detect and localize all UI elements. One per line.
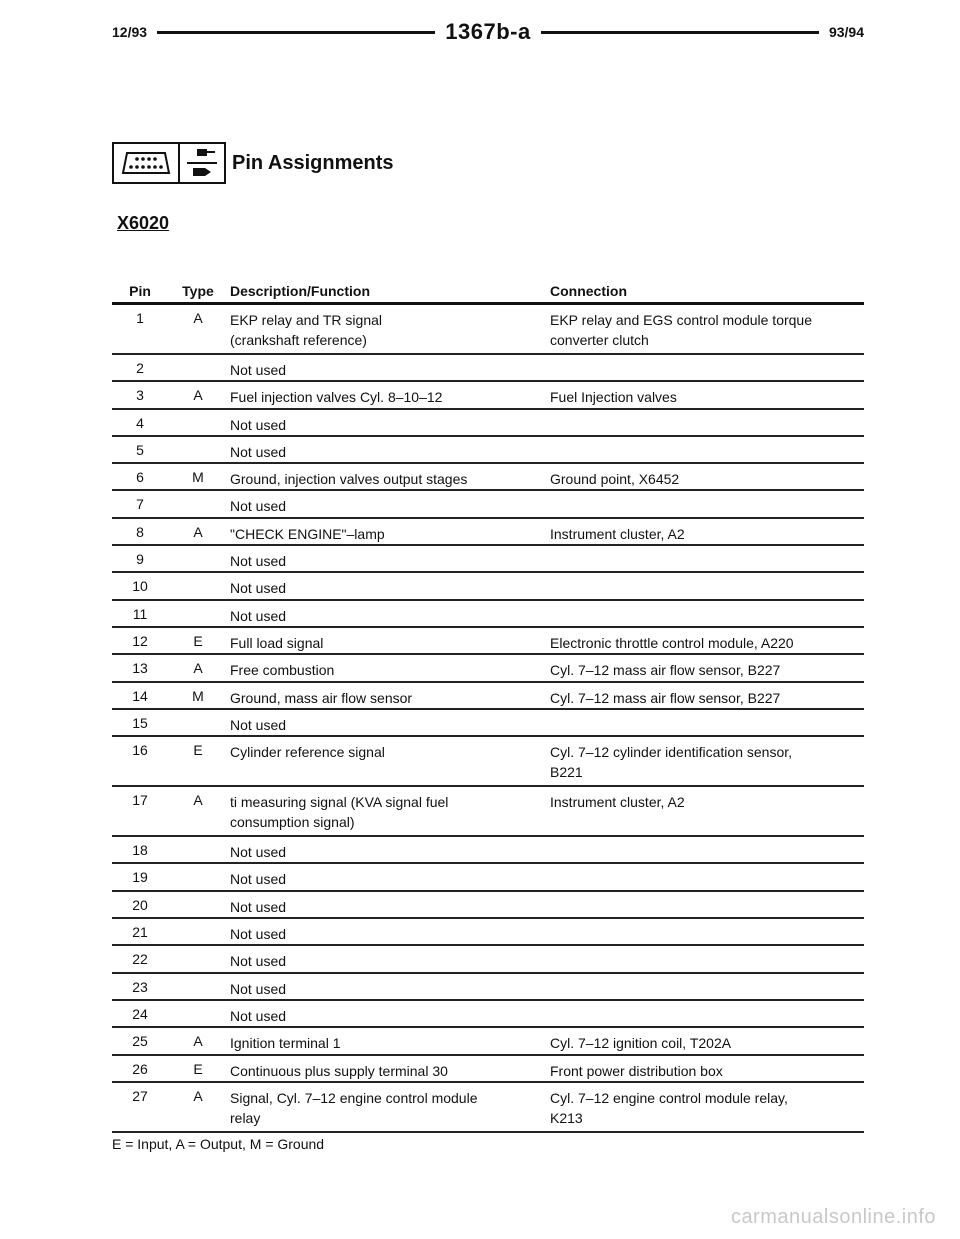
connection-line: EKP relay and EGS control module torque (550, 312, 813, 328)
pin-type: A (193, 660, 203, 677)
pin-connection (550, 1033, 862, 1053)
pin-description (228, 742, 550, 785)
header-date-right: 93/94 (828, 24, 865, 40)
description-line: Not used (230, 898, 287, 915)
description-line: Not used (230, 553, 287, 570)
pin-description (228, 606, 550, 626)
pin-type: M (192, 469, 204, 486)
connection-line: K213 (550, 1109, 583, 1126)
pin-number: 4 (136, 414, 144, 431)
pin-connection (550, 897, 862, 917)
table-row (112, 491, 864, 518)
pin-number: 21 (132, 924, 148, 941)
pin-type: E (193, 1060, 203, 1077)
connection-line: Fuel Injection valves (550, 389, 677, 406)
pin-connection (550, 415, 862, 435)
connection-line: Cyl. 7–12 mass air flow sensor, B227 (550, 689, 781, 706)
description-line: Continuous plus supply terminal 30 (230, 1062, 448, 1079)
description-line: Not used (230, 871, 287, 888)
pin-number: 15 (132, 714, 148, 731)
description-line: relay (230, 1109, 261, 1126)
connector-icon (112, 142, 180, 184)
pin-description (228, 979, 550, 999)
pin-description (228, 415, 550, 435)
column-header-connection: Connection (550, 283, 627, 299)
pin-number: 24 (132, 1005, 148, 1022)
pin-connection (550, 606, 862, 626)
pin-number: 23 (132, 978, 148, 995)
connector-id: X6020 (117, 213, 170, 233)
pin-connection (550, 1088, 862, 1131)
pin-type: A (193, 310, 203, 326)
connection-line: converter clutch (550, 332, 649, 348)
pin-connection (550, 688, 862, 708)
pin-type (168, 415, 228, 435)
table-row (112, 382, 864, 409)
pin-description (228, 792, 550, 835)
pin-description (228, 897, 550, 917)
connection-line: Cyl. 7–12 engine control module relay, (550, 1089, 788, 1106)
connection-line: Cyl. 7–12 cylinder identification sensor, (550, 744, 793, 761)
table-row (112, 655, 864, 682)
pin-number: 20 (132, 896, 148, 913)
description-line: Fuel injection valves Cyl. 8–10–12 (230, 389, 443, 406)
pin-type (168, 842, 228, 862)
pin-type (168, 551, 228, 571)
pin-type (168, 869, 228, 889)
pin-number: 27 (132, 1087, 148, 1104)
pin-description (228, 387, 550, 407)
pin-connection (550, 715, 862, 735)
column-header-type: Type (182, 283, 214, 299)
table-row (112, 628, 864, 655)
pin-description (228, 496, 550, 516)
pin-number: 16 (132, 742, 148, 759)
table-row (112, 683, 864, 710)
pin-type (168, 897, 228, 917)
description-line: Not used (230, 980, 287, 997)
pin-connection (550, 660, 862, 680)
table-row (112, 974, 864, 1001)
pin-connection (550, 310, 862, 353)
pin-description (228, 1033, 550, 1053)
pin-type: M (192, 687, 204, 704)
pin-connection (550, 469, 862, 489)
pin-description (228, 578, 550, 598)
pin-type (168, 496, 228, 516)
header-document-code: 1367b-a (445, 19, 531, 44)
pin-description (228, 524, 550, 544)
description-line: Not used (230, 498, 287, 515)
pin-type: A (193, 387, 203, 404)
table-row (112, 573, 864, 600)
pin-description (228, 842, 550, 862)
pin-number: 8 (136, 523, 144, 540)
pin-number: 17 (132, 792, 148, 809)
pin-number: 5 (136, 441, 144, 458)
header-date-left: 12/93 (112, 24, 148, 40)
pin-description (228, 633, 550, 653)
type-legend: E = Input, A = Output, M = Ground (112, 1136, 325, 1152)
connection-line: Instrument cluster, A2 (550, 525, 685, 542)
table-row (112, 437, 864, 464)
table-row (112, 1028, 864, 1055)
page-title: Pin Assignments (232, 151, 394, 174)
description-line: Signal, Cyl. 7–12 engine control module (230, 1089, 478, 1106)
description-line: consumption signal) (230, 814, 355, 831)
pin-description (228, 1006, 550, 1026)
pin-description (228, 551, 550, 571)
pin-connection (550, 387, 862, 407)
description-line: Not used (230, 1007, 287, 1024)
description-line: Ground, mass air flow sensor (230, 689, 413, 706)
pin-description (228, 688, 550, 708)
pin-number: 10 (132, 578, 148, 595)
pin-connection (550, 951, 862, 971)
description-line: Not used (230, 362, 287, 378)
description-line: "CHECK ENGINE"–lamp (230, 525, 385, 542)
table-row (112, 519, 864, 546)
pin-description (228, 715, 550, 735)
pin-type (168, 715, 228, 735)
description-line: EKP relay and TR signal (230, 312, 383, 328)
description-line: Not used (230, 926, 287, 943)
pin-number: 3 (136, 387, 144, 404)
pin-description (228, 469, 550, 489)
table-row (112, 864, 864, 891)
page-header (112, 18, 864, 46)
pin-type (168, 1006, 228, 1026)
description-line: Free combustion (230, 662, 335, 679)
connection-line: Ground point, X6452 (550, 471, 680, 488)
pin-number: 2 (136, 360, 144, 376)
pin-number: 13 (132, 660, 148, 677)
table-row (112, 1083, 864, 1133)
pin-number: 7 (136, 496, 144, 513)
pin-connection (550, 524, 862, 544)
pin-description (228, 310, 550, 353)
title-row (112, 140, 394, 186)
connection-line: B221 (550, 764, 583, 781)
pin-connection (550, 792, 862, 835)
description-line: ti measuring signal (KVA signal fuel (230, 794, 449, 811)
table-row (112, 946, 864, 973)
pin-description (228, 869, 550, 889)
pin-number: 6 (136, 469, 144, 486)
table-row (112, 601, 864, 628)
description-line: (crankshaft reference) (230, 332, 367, 348)
pin-number: 25 (132, 1033, 148, 1050)
pin-description (228, 1061, 550, 1081)
pin-connection (550, 578, 862, 598)
plug-icon (180, 142, 226, 184)
pin-description (228, 442, 550, 462)
description-line: Not used (230, 953, 287, 970)
pin-type (168, 951, 228, 971)
pin-description (228, 360, 550, 380)
description-line: Not used (230, 844, 287, 861)
table-row (112, 892, 864, 919)
pin-number: 18 (132, 842, 148, 859)
table-row (112, 837, 864, 864)
pin-type: A (193, 1033, 203, 1050)
column-header-pin: Pin (129, 283, 151, 299)
pin-type (168, 360, 228, 380)
pin-type: A (193, 1087, 203, 1104)
table-row (112, 1056, 864, 1083)
header-rule-left (157, 31, 435, 34)
connection-line: Electronic throttle control module, A220 (550, 634, 794, 651)
pin-connection (550, 551, 862, 571)
pin-connection (550, 633, 862, 653)
pin-number: 9 (136, 551, 144, 568)
pin-connection (550, 496, 862, 516)
table-row (112, 1001, 864, 1028)
description-line: Not used (230, 416, 287, 433)
description-line: Not used (230, 443, 287, 460)
pin-connection (550, 979, 862, 999)
pin-type: E (193, 742, 203, 759)
table-row (112, 737, 864, 787)
table-body (112, 305, 864, 1133)
pin-connection (550, 442, 862, 462)
pin-type (168, 442, 228, 462)
pin-connection (550, 924, 862, 944)
header-rule-right (541, 31, 819, 34)
description-line: Ignition terminal 1 (230, 1035, 341, 1052)
pin-description (228, 660, 550, 680)
pin-type: A (193, 792, 203, 809)
description-line: Full load signal (230, 634, 324, 651)
table-row (112, 919, 864, 946)
pin-type: A (193, 523, 203, 540)
pin-connection (550, 869, 862, 889)
pin-type (168, 606, 228, 626)
description-line: Not used (230, 580, 287, 597)
description-line: Not used (230, 607, 287, 624)
connection-line: Instrument cluster, A2 (550, 794, 685, 811)
pin-number: 22 (132, 951, 148, 968)
pin-connection (550, 1061, 862, 1081)
table-row (112, 355, 864, 382)
pin-number: 19 (132, 869, 148, 886)
pin-number: 26 (132, 1060, 148, 1077)
description-line: Ground, injection valves output stages (230, 471, 468, 488)
column-header-description: Description/Function (230, 283, 370, 299)
pin-number: 11 (132, 605, 148, 622)
table-row (112, 546, 864, 573)
connection-line: Cyl. 7–12 mass air flow sensor, B227 (550, 662, 781, 679)
table-row (112, 710, 864, 737)
connection-line: Front power distribution box (550, 1062, 723, 1079)
table-row (112, 305, 864, 355)
pin-description (228, 1088, 550, 1131)
connection-line: Cyl. 7–12 ignition coil, T202A (550, 1035, 732, 1052)
pin-description (228, 951, 550, 971)
pin-type: E (193, 632, 203, 649)
pin-description (228, 924, 550, 944)
pin-number: 1 (136, 310, 144, 326)
pin-type (168, 924, 228, 944)
table-row (112, 787, 864, 837)
description-line: Cylinder reference signal (230, 744, 385, 761)
pin-connection (550, 842, 862, 862)
pin-connection (550, 1006, 862, 1026)
table-header (112, 280, 864, 305)
watermark: carmanualsonline.info (730, 1206, 936, 1228)
pin-type (168, 578, 228, 598)
pin-assignment-table (112, 280, 864, 1133)
pin-number: 14 (132, 687, 148, 704)
table-row (112, 464, 864, 491)
pin-connection (550, 360, 862, 380)
table-row (112, 410, 864, 437)
pin-number: 12 (132, 632, 148, 649)
pin-type (168, 979, 228, 999)
description-line: Not used (230, 716, 287, 733)
pin-connection (550, 742, 862, 785)
